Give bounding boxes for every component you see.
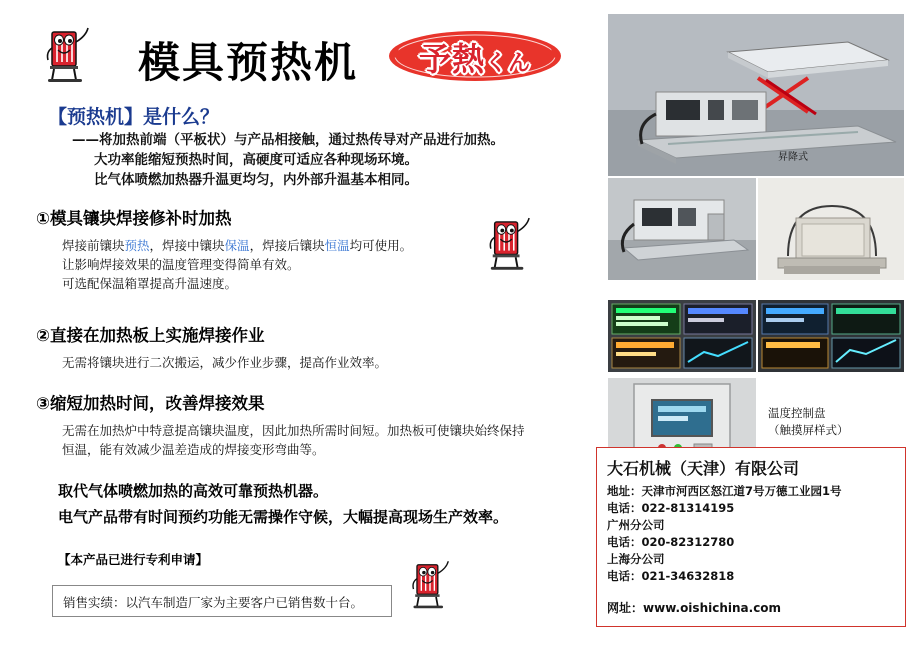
caption-line-1: 温度控制盘 xyxy=(768,406,826,420)
photo-control-panel-screens-left xyxy=(608,300,756,372)
photo-control-panel-screens-right xyxy=(758,300,904,372)
company-tel-shanghai xyxy=(607,568,895,585)
tel-label-main: 电话： xyxy=(607,501,642,515)
feature-1-title: ①模具镶块焊接修补时加热 xyxy=(36,209,232,228)
company-tel-main xyxy=(607,500,895,517)
photo-preheater-machine-side xyxy=(608,178,756,280)
photo-insulation-cover xyxy=(758,178,904,280)
page-title: 模具预热机 xyxy=(138,38,359,87)
intro-text xyxy=(72,130,632,190)
feature-2-body xyxy=(62,353,596,372)
feature-3-title: ③缩短加热时间，改善焊接效果 xyxy=(36,394,265,413)
address-value: 天津市河西区怒江道7号万德工业园1号 xyxy=(641,484,842,498)
closing-line-2: 电气产品带有时间预约功能无需操作守候，大幅提高现场生产效率。 xyxy=(58,508,509,526)
section-heading: 【预热机】是什么？ xyxy=(48,106,220,128)
heater-mascot-icon-3 xyxy=(410,555,450,611)
badge-text xyxy=(385,34,565,80)
feature-item-3 xyxy=(36,390,596,459)
company-name: 大石机械（天津）有限公司 xyxy=(607,459,800,478)
company-address xyxy=(607,483,895,500)
closing-text xyxy=(58,478,508,530)
url-label: 网址： xyxy=(607,601,644,615)
tel-label-gz: 电话： xyxy=(607,535,642,549)
intro-line-1: ——将加热前端（平板状）与产品相接触，通过热传导对产品进行加热。 xyxy=(72,132,504,148)
photo-right-caption xyxy=(768,405,898,439)
feature-2-title: ②直接在加热板上实施焊接作业 xyxy=(36,326,265,345)
feature-1-line-2: 让影响焊接效果的温度管理变得简单有效。 xyxy=(62,257,300,272)
highlight-keepwarm: 保温 xyxy=(224,238,250,253)
document-header xyxy=(40,14,600,94)
caption-line-2: （触摸屏样式） xyxy=(768,423,849,437)
feature-3-line-2: 恒温，能有效减少温差造成的焊接变形弯曲等。 xyxy=(62,442,325,457)
feature-3-line-1: 无需在加热炉中特意提高镶块温度，因此加热所需时间短。加热板可使镶块始终保持 xyxy=(62,423,525,438)
photo-preheater-machine-main xyxy=(608,14,904,176)
feature-2-line-1: 无需将镶块进行二次搬运，减少作业步骤，提高作业效率。 xyxy=(62,355,388,370)
company-branch-guangzhou: 广州分公司 xyxy=(607,518,665,532)
intro-line-3: 比气体喷燃加热器升温更均匀，内外部升温基本相同。 xyxy=(94,172,418,188)
feature-item-2 xyxy=(36,322,596,372)
address-label: 地址： xyxy=(607,484,642,498)
company-info-box xyxy=(596,447,906,627)
feature-3-body xyxy=(62,421,596,459)
sales-record-box xyxy=(52,585,392,617)
tel-label-sh: 电话： xyxy=(607,569,642,583)
patent-note: 【本产品已进行专利申请】 xyxy=(58,552,209,567)
highlight-constant: 恒温 xyxy=(324,238,350,253)
badge-kana: くん xyxy=(485,51,532,76)
intro-line-2: 大功率能缩短预热时间，高硬度可适应各种现场环境。 xyxy=(94,152,418,168)
badge-main: 予熱 xyxy=(418,40,485,78)
url-value[interactable]: www.oishichina.com xyxy=(643,601,782,615)
feature-1-line-3: 可选配保温箱罩提高升温速度。 xyxy=(62,276,238,291)
company-website[interactable] xyxy=(607,599,895,616)
closing-line-1: 取代气体喷燃加热的高效可靠预热机器。 xyxy=(58,482,329,500)
feature-1-line-1: 焊接前镶块预热，焊接中镶块保温，焊接后镶块恒温均可使用。 xyxy=(62,238,413,253)
company-branch-shanghai: 上海分公司 xyxy=(607,552,665,566)
highlight-preheat: 预热 xyxy=(124,238,150,253)
heater-mascot-icon-2 xyxy=(487,212,531,272)
product-badge xyxy=(385,28,565,84)
tel-value-main: 022-81314195 xyxy=(641,501,735,515)
tel-value-sh: 021-34632818 xyxy=(641,569,735,583)
sales-record-text: 销售实绩：以汽车制造厂家为主要客户已销售数十台。 xyxy=(63,595,364,610)
tel-value-gz: 020-82312780 xyxy=(641,535,735,549)
photo-main-caption: 昇降式 xyxy=(778,152,808,163)
company-tel-guangzhou xyxy=(607,534,895,551)
